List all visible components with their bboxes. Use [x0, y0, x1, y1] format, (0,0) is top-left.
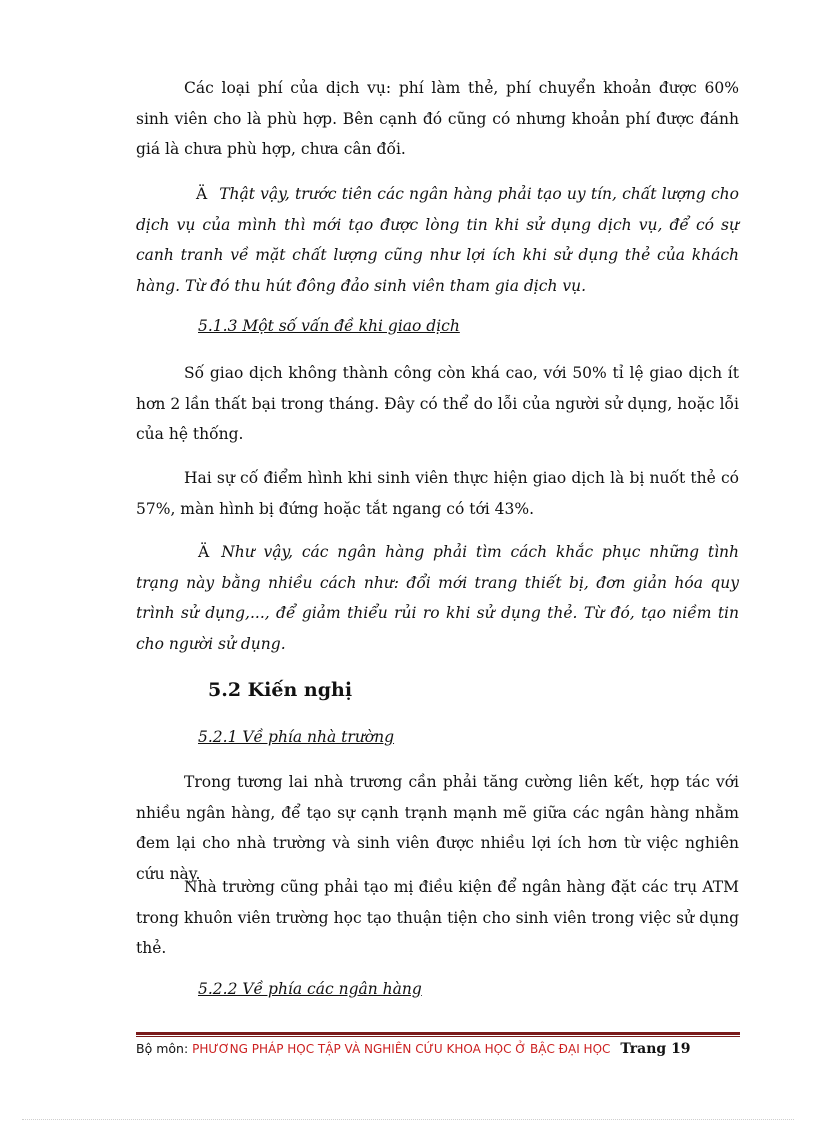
footer-label: Bộ môn: [136, 1041, 189, 1056]
heading-5-2: 5.2 Kiến nghị [208, 679, 353, 701]
paragraph-fees: Các loại phí của dịch vụ: phí làm thẻ, phí chuyển khoản được 60% sinh viên cho là phù hợp. Bên cạnh đó cũng có nhưng khoản phí được đánh giá là chưa phù hợp, chưa cân đối. [136, 79, 739, 158]
heading-5-2-2: 5.2.2 Về phía các ngân hàng [198, 980, 422, 998]
heading-5-1-3: 5.1.3 Một số vấn đề khi giao dịch [198, 317, 460, 335]
bullet-marker: Ä [198, 543, 210, 561]
paragraph-conclusion-trust [136, 179, 739, 301]
paragraph-conclusion-fix [136, 537, 739, 659]
paragraph-text: Thật vậy, trước tiên các ngân hàng phải tạo uy tín, chất lượng cho dịch vụ của mình thì mới tạo được lòng tin khi sử dụng dịch vụ, để có sự canh tranh về mặt chất lượng cũng như lợi ích khi sử dụng thẻ của khách hàng. Từ đó thu hút đông đảo sinh viên tham gia dịch vụ. [136, 185, 739, 295]
page-edge-divider [22, 1119, 794, 1120]
paragraph-atm-placement: Nhà trường cũng phải tạo mị điều kiện để ngân hàng đặt các trụ ATM trong khuôn viên trường học tạo thuận tiện cho sinh viên trong việc sử dụng thẻ. [136, 878, 739, 957]
footer-rule-thick [136, 1032, 740, 1035]
page-footer [136, 1041, 740, 1057]
paragraph-failed-transactions: Số giao dịch không thành công còn khá cao, với 50% tỉ lệ giao dịch ít hơn 2 lần thất bại trong tháng. Đây có thể do lỗi của người sử dụng, hoặc lỗi của hệ thống. [136, 364, 739, 443]
paragraph-text: Như vậy, các ngân hàng phải tìm cách khắc phục những tình trạng này bằng nhiều cách như: đổi mới trang thiết bị, đơn giản hóa quy trình sử dụng,..., để giảm thiểu rủi ro khi sử dụng thẻ. Từ đó, tạo niềm tin cho người sử dụng. [136, 543, 739, 653]
paragraph-incidents: Hai sự cố điểm hình khi sinh viên thực hiện giao dịch là bị nuốt thẻ có 57%, màn hình bị đứng hoặc tắt ngang có tới 43%. [136, 469, 739, 518]
footer-rule-thin [136, 1036, 740, 1037]
footer-page-number: Trang 19 [620, 1041, 691, 1057]
paragraph-school-recommendation: Trong tương lai nhà trương cần phải tăng cường liên kết, hợp tác với nhiều ngân hàng, để tạo sự cạnh trạnh mạnh mẽ giữa các ngân hàng nhằm đem lại cho nhà trường và sinh viên được nhiều lợi ích hơn từ việc nghiên cứu này. [136, 773, 739, 883]
heading-5-2-1: 5.2.1 Về phía nhà trường [198, 728, 395, 746]
footer-course-name: PHƯƠNG PHÁP HỌC TẬP VÀ NGHIÊN CỨU KHOA HỌC Ở BẬC ĐẠI HỌC [192, 1042, 611, 1056]
bullet-marker: Ä [196, 185, 208, 203]
